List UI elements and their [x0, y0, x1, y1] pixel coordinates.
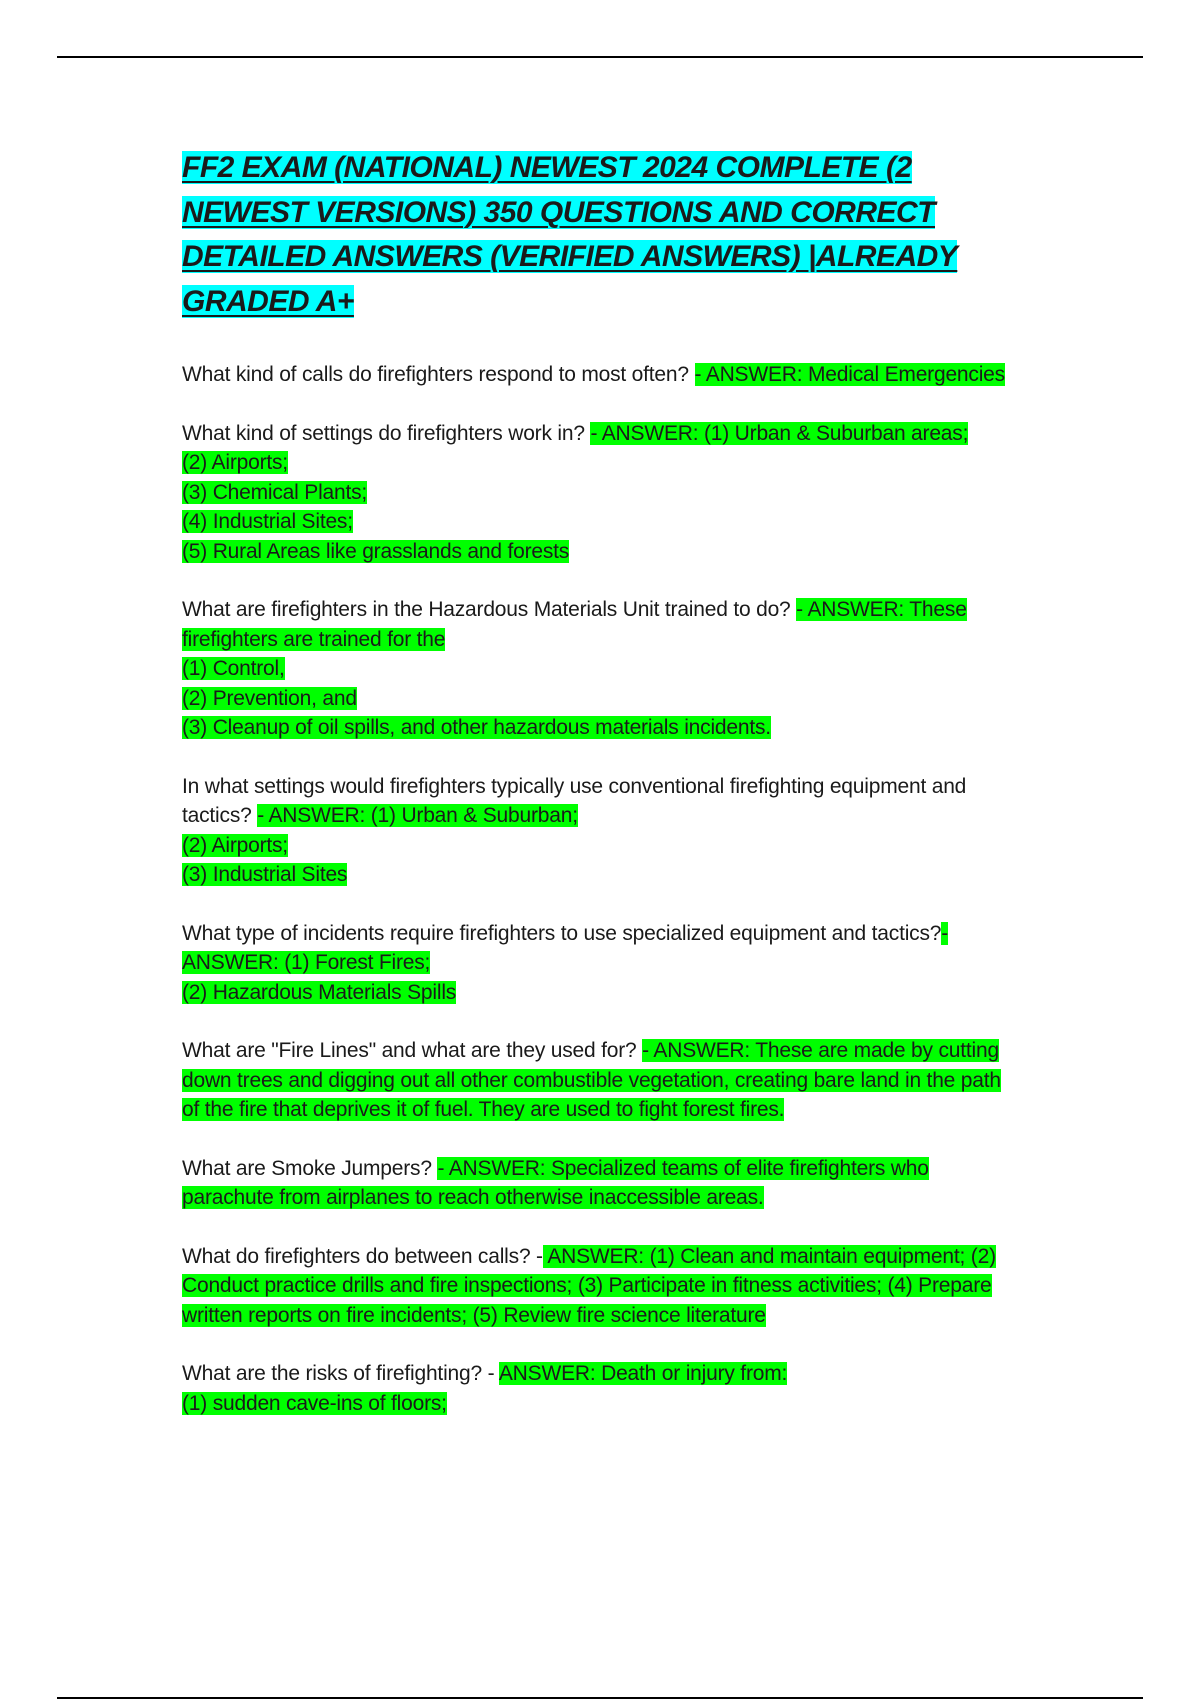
question-text: What are "Fire Lines" and what are they used for? — [182, 1039, 643, 1062]
question-text: What do firefighters do between calls? - — [182, 1244, 543, 1268]
qa-item — [182, 919, 1022, 1008]
answer-text: (2) Airports; — [182, 451, 288, 474]
answer-text: (3) Chemical Plants; — [182, 480, 368, 504]
question-text: What kind of settings do firefighters work in? — [182, 421, 591, 445]
answer-text: (1) Control, — [182, 657, 285, 680]
answer-text: - ANSWER: (1) Urban & Suburban areas; — [590, 421, 969, 445]
qa-item — [182, 1359, 1022, 1418]
question-text: What are firefighters in the Hazardous Materials Unit trained to do? — [182, 598, 797, 621]
answer-text: (2) Airports; — [182, 833, 288, 857]
answer-text: - ANSWER: These are made by cutting down trees and digging out all other combustible vegetation, creating bare land in the path of the fire that deprives it of fuel. They are used to fight forest fires. — [182, 1039, 1001, 1121]
qa-item — [182, 1036, 1022, 1125]
answer-text: - ANSWER: Specialized teams of elite firefighters who parachute from airplanes to reach otherwise inaccessible areas. — [182, 1156, 929, 1209]
question-text: What kind of calls do firefighters respond to most often? — [182, 363, 695, 386]
document-title-text: FF2 EXAM (NATIONAL) NEWEST 2024 COMPLETE (2 NEWEST VERSIONS) 350 QUESTIONS AND CORRECT DETAILED ANSWERS (VERIFIED ANSWERS) |ALREADY GRADED A+ — [182, 151, 958, 318]
question-text: In what settings would firefighters typically use conventional firefighting equipment and tactics? — [182, 774, 967, 827]
answer-text: - ANSWER: (1) Forest Fires; — [182, 921, 949, 974]
bottom-rule — [57, 1697, 1143, 1699]
question-text: What are Smoke Jumpers? — [182, 1156, 438, 1180]
question-text: What are the risks of firefighting? - — [182, 1362, 499, 1385]
qa-item — [182, 595, 1022, 743]
page-content — [182, 146, 1022, 1447]
question-text: What type of incidents require firefighters to use specialized equipment and tactics? — [182, 921, 942, 945]
answer-text: - ANSWER: (1) Urban & Suburban; — [257, 804, 578, 827]
answer-text: (3) Cleanup of oil spills, and other hazardous materials incidents. — [182, 716, 771, 739]
answer-text: - ANSWER: Medical Emergencies — [694, 363, 1005, 386]
answer-text: (4) Industrial Sites; — [182, 510, 353, 533]
qa-item — [182, 419, 1022, 567]
qa-list — [182, 360, 1022, 1418]
document-title — [182, 146, 1022, 324]
answer-text: (5) Rural Areas like grasslands and forests — [182, 539, 570, 563]
qa-item — [182, 772, 1022, 890]
qa-item — [182, 1242, 1022, 1331]
answer-text: (3) Industrial Sites — [182, 863, 348, 886]
top-rule — [57, 56, 1143, 58]
answer-text: ANSWER: (1) Clean and maintain equipment; (2) Conduct practice drills and fire inspections; (3) Participate in fitness activities; (4) Prepare written reports on fire incidents; (5) Review fire science literature — [182, 1244, 996, 1327]
answer-text: - ANSWER: These firefighters are trained for the — [182, 598, 967, 651]
qa-item — [182, 1154, 1022, 1213]
answer-text: (1) sudden cave-ins of floors; — [182, 1391, 447, 1415]
answer-text: (2) Prevention, and — [182, 686, 357, 710]
qa-item — [182, 360, 1022, 390]
answer-text: (2) Hazardous Materials Spills — [182, 980, 457, 1004]
answer-text: ANSWER: Death or injury from: — [498, 1362, 788, 1385]
